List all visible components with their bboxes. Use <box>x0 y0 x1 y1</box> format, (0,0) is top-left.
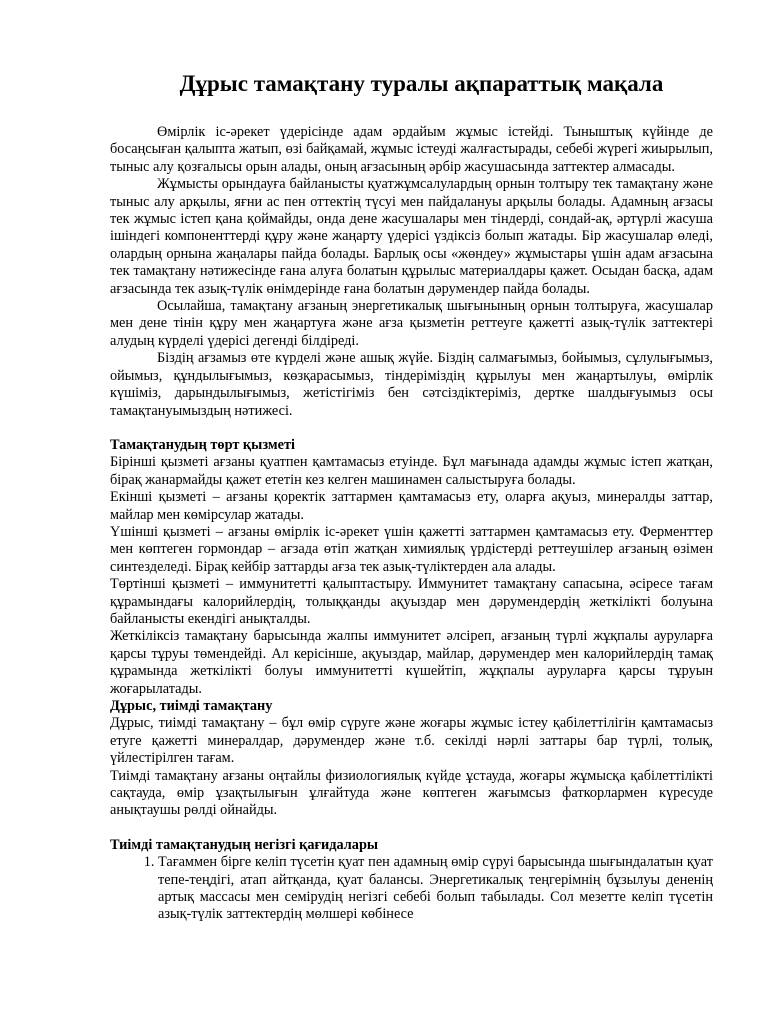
list-item: 1. Тағаммен бірге келіп түсетін қуат пен адамның өмір сүруі барысында шығындалатын қуат тепе-теңдігі, атап айтқанда, қуат балансы. Энергетикалық теңгерімнің бұзылуы дененің артық массасы мен семірудің негізгі себебі болып табылады. Сол мезетте келіп түсетін азық-түлік заттектердің мөлшері көбінесе <box>158 854 713 924</box>
document-title: Дұрыс тамақтану туралы ақпараттық мақала <box>179 71 664 96</box>
intro-paragraph: Осылайша, тамақтану ағзаның энергетикалық шығынының орнын толтыруға, жасушалар мен дене тінін құру мен жаңартуға және ағза қызметін реттеуге қажетті азық-түлік заттектері алудың күрделі үдерісі дегенді білдіреді. <box>110 298 713 349</box>
section-paragraph: Екінші қызметі – ағзаны қоректік заттармен қамтамасыз ету, оларға ақуыз, минералды заттар, майлар мен көмірсулар жатады. <box>110 489 713 523</box>
section-paragraph: Дұрыс, тиімді тамақтану – бұл өмір сүруге және жоғары жұмыс істеу қабілеттілігін қамтамасыз етуге қажетті минералдар, дәрумендер және т.б. секілді нәрлі заттары бар түрлі, толық, үйлестірілген тағам. <box>110 715 713 767</box>
intro-paragraph: Өмірлік іс-әрекет үдерісінде адам әрдайым жұмыс істейді. Тыныштық күйінде де босаңсыған қалыпта жатып, өзі байқамай, жұмыс істеуді жалғастырады, себебі жүрегі жиырылып, тыныс алу қозғалысы орын алады, оның ағзасының әрбір жасушасында заттектер алмасады. <box>110 124 713 175</box>
section-paragraph: Жеткіліксіз тамақтану барысында жалпы иммунитет әлсіреп, ағзаның түрлі жұқпалы ауруларға қарсы тұруы төмендейді. Ал керісінше, ақуыздар, майлар, дәрумендер мен калорийлердің тамақ құрамында жеткілікті болуы иммунитетті күшейтіп, жұқпалы ауруларға қарсы тұруын жоғарылатады. <box>110 628 713 697</box>
section-heading-four-functions: Тамақтанудың төрт қызметі <box>110 436 295 453</box>
section-paragraph: Төртінші қызметі – иммунитетті қалыптастыру. Иммунитет тамақтану сапасына, әсіресе тағам құрамындағы калорийлердің, толыққанды ақуыздар мен дәрумендердің жеткілікті болуына байланысты екендігі анықталды. <box>110 576 713 627</box>
section-paragraph: Тиімді тамақтану ағзаны оңтайлы физиологиялық күйде ұстауда, жоғары жұмысқа қабілеттілікті сақтауда, өмір ұзақтылығын ұлғайтуда және көптеген жағымсыз фаткорлармен күресуде анықтаушы рөлді ойнайды. <box>110 767 713 819</box>
section-paragraph: Бірінші қызметі ағзаны қуатпен қамтамасыз етуінде. Бұл мағынада адамды жұмыс істеп жатқан, бірақ жанармайды қажет ететін кез келген машинамен салыстыруға болады. <box>110 454 713 488</box>
section-heading-proper-nutrition: Дұрыс, тиімді тамақтану <box>110 698 273 714</box>
section-paragraph: Үшінші қызметі – ағзаны өмірлік іс-әрекет үшін қажетті заттармен қамтамасыз ету. Ферменттер мен көптеген гормондар – ағзада өтіп жатқан химиялық үрдістерді реттеушілер ағзаның өзімен синтезделеді. Бірақ кейбір заттарды ағза тек азық-түліктерден ала алады. <box>110 523 713 575</box>
section-heading-principles: Тиімді тамақтанудың негізгі қағидалары <box>110 836 379 853</box>
intro-paragraph: Жұмысты орындауға байланысты қуатжұмсалулардың орнын толтыру тек тамақтану және тыныс алу арқылы, яғни ас пен оттектің түсуі мен пайдалануы арқылы болады. Адамның ағзасы тек жұмыс істеп қана қоймайды, онда дене жасушалары мен тіндерді, сондай-ақ, әртүрлі жасуша ішіндегі компоненттерді құру және жаңарту үдерісі үздіксіз болып жатады. Бір жасушалар өледі, олардың орнына жаңалары пайда болады. Барлық осы «жөндеу» жұмыстары үшін адам ағзасына тек тамақтану нәтижесінде ғана алуға болатын құрылыс материалдары қажет. Осыдан басқа, адам ағзасында тек азық-түлік өнімдерінде ғана болатын дәрумендер пайда болады. <box>110 176 713 297</box>
principles-list <box>110 854 713 924</box>
intro-paragraph: Біздің ағзамыз өте күрделі және ашық жүйе. Біздің салмағымыз, бойымыз, сұлулығымыз, ойымыз, құндылығымыз, көзқарасымыз, тіндеріміздің құрылуы мен жаңартылуы, өмірлік күшіміз, дарындылығымыз, жетістігіміз бен сәтсіздіктеріміз, дертке шалдығуымыз осы тамақтануымыздың нәтижесі. <box>110 350 713 419</box>
